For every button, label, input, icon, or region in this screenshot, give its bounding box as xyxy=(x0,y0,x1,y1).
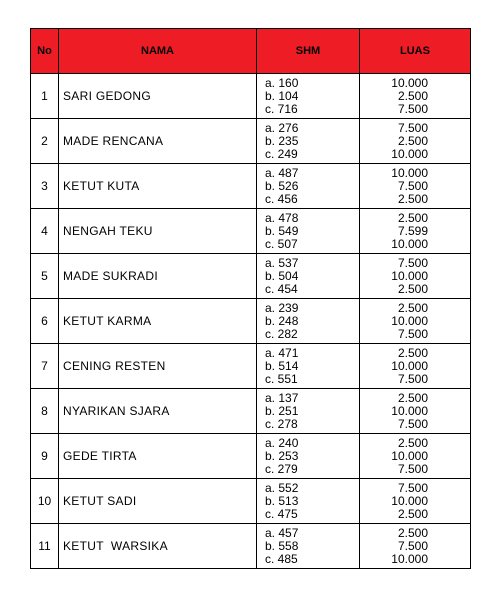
luas-value: 2.500 xyxy=(397,133,428,148)
luas-cell xyxy=(360,74,471,119)
luas-value: 7.500 xyxy=(397,416,428,431)
shm-number: a. 471 xyxy=(265,345,299,360)
luas-cell xyxy=(360,164,471,209)
row-number: 5 xyxy=(31,254,59,299)
shm-number: c. 249 xyxy=(265,146,298,161)
shm-number: a. 240 xyxy=(265,435,299,450)
luas-value: 7.500 xyxy=(397,371,428,386)
shm-number: c. 279 xyxy=(265,461,298,476)
luas-cell xyxy=(360,119,471,164)
shm-number: b. 251 xyxy=(265,403,299,418)
shm-number: b. 504 xyxy=(265,268,299,283)
owner-name: KETUT KUTA xyxy=(59,164,257,209)
table-body xyxy=(31,74,471,569)
shm-number: b. 235 xyxy=(265,133,299,148)
table-row xyxy=(31,479,471,524)
luas-value: 7.599 xyxy=(397,223,428,238)
luas-value: 2.500 xyxy=(397,88,428,103)
owner-name: NENGAH TEKU xyxy=(59,209,257,254)
shm-number: c. 475 xyxy=(265,506,298,521)
shm-number: a. 478 xyxy=(265,210,299,225)
shm-number: c. 278 xyxy=(265,416,298,431)
luas-value: 10.000 xyxy=(391,146,428,161)
table-row xyxy=(31,74,471,119)
table-row xyxy=(31,344,471,389)
owner-name: NYARIKAN SJARA xyxy=(59,389,257,434)
shm-number: b. 253 xyxy=(265,448,299,463)
shm-number: a. 487 xyxy=(265,165,299,180)
table-row xyxy=(31,434,471,479)
luas-value: 7.500 xyxy=(397,101,428,116)
row-number: 9 xyxy=(31,434,59,479)
table-row xyxy=(31,209,471,254)
luas-value: 7.500 xyxy=(397,120,428,135)
shm-number: a. 137 xyxy=(265,390,299,405)
owner-name: KETUT SADI xyxy=(59,479,257,524)
shm-number: a. 457 xyxy=(265,525,299,540)
luas-cell xyxy=(360,524,471,569)
shm-number: b. 558 xyxy=(265,538,299,553)
shm-cell xyxy=(257,344,360,389)
luas-value: 7.500 xyxy=(397,255,428,270)
shm-number: a. 239 xyxy=(265,300,299,315)
row-number: 3 xyxy=(31,164,59,209)
owner-name: MADE SUKRADI xyxy=(59,254,257,299)
luas-cell xyxy=(360,479,471,524)
luas-cell xyxy=(360,434,471,479)
shm-number: b. 104 xyxy=(265,88,299,103)
shm-number: b. 549 xyxy=(265,223,299,238)
header-shm: SHM xyxy=(257,29,360,74)
shm-number: c. 282 xyxy=(265,326,298,341)
luas-value: 10.000 xyxy=(391,448,428,463)
table-row xyxy=(31,119,471,164)
luas-value: 10.000 xyxy=(391,268,428,283)
table-row xyxy=(31,164,471,209)
shm-number: c. 454 xyxy=(265,281,298,296)
luas-value: 2.500 xyxy=(397,210,428,225)
luas-value: 7.500 xyxy=(397,178,428,193)
row-number: 11 xyxy=(31,524,59,569)
luas-value: 2.500 xyxy=(397,390,428,405)
owner-name: KETUT WARSIKA xyxy=(59,524,257,569)
row-number: 6 xyxy=(31,299,59,344)
luas-value: 10.000 xyxy=(391,75,428,90)
table-row xyxy=(31,254,471,299)
shm-cell xyxy=(257,254,360,299)
row-number: 10 xyxy=(31,479,59,524)
luas-value: 10.000 xyxy=(391,236,428,251)
table-row xyxy=(31,389,471,434)
header-nama: NAMA xyxy=(59,29,257,74)
table-header-row xyxy=(31,29,471,74)
luas-value: 10.000 xyxy=(391,165,428,180)
luas-value: 10.000 xyxy=(391,358,428,373)
luas-cell xyxy=(360,254,471,299)
shm-number: a. 537 xyxy=(265,255,299,270)
row-number: 7 xyxy=(31,344,59,389)
shm-cell xyxy=(257,74,360,119)
shm-number: b. 513 xyxy=(265,493,299,508)
luas-value: 2.500 xyxy=(397,506,428,521)
luas-value: 7.500 xyxy=(397,461,428,476)
header-luas: LUAS xyxy=(360,29,471,74)
luas-value: 10.000 xyxy=(391,551,428,566)
luas-value: 10.000 xyxy=(391,493,428,508)
luas-value: 7.500 xyxy=(397,480,428,495)
owner-name: CENING RESTEN xyxy=(59,344,257,389)
luas-cell xyxy=(360,209,471,254)
luas-value: 7.500 xyxy=(397,326,428,341)
shm-cell xyxy=(257,209,360,254)
shm-cell xyxy=(257,479,360,524)
luas-value: 2.500 xyxy=(397,345,428,360)
row-number: 4 xyxy=(31,209,59,254)
shm-number: a. 160 xyxy=(265,75,299,90)
luas-value: 10.000 xyxy=(391,313,428,328)
luas-value: 2.500 xyxy=(397,191,428,206)
shm-number: c. 716 xyxy=(265,101,298,116)
owner-name: KETUT KARMA xyxy=(59,299,257,344)
shm-number: c. 507 xyxy=(265,236,298,251)
luas-value: 10.000 xyxy=(391,403,428,418)
luas-cell xyxy=(360,344,471,389)
shm-cell xyxy=(257,389,360,434)
owner-name: SARI GEDONG xyxy=(59,74,257,119)
shm-cell xyxy=(257,299,360,344)
row-number: 2 xyxy=(31,119,59,164)
luas-value: 7.500 xyxy=(397,538,428,553)
land-ownership-table xyxy=(30,28,471,569)
header-no: No xyxy=(31,29,59,74)
table-row xyxy=(31,299,471,344)
shm-number: b. 514 xyxy=(265,358,299,373)
table-row xyxy=(31,524,471,569)
luas-value: 2.500 xyxy=(397,435,428,450)
shm-cell xyxy=(257,434,360,479)
luas-cell xyxy=(360,389,471,434)
shm-cell xyxy=(257,164,360,209)
shm-number: c. 456 xyxy=(265,191,298,206)
luas-value: 2.500 xyxy=(397,281,428,296)
shm-number: c. 551 xyxy=(265,371,298,386)
luas-value: 2.500 xyxy=(397,300,428,315)
owner-name: GEDE TIRTA xyxy=(59,434,257,479)
row-number: 1 xyxy=(31,74,59,119)
luas-value: 2.500 xyxy=(397,525,428,540)
owner-name: MADE RENCANA xyxy=(59,119,257,164)
row-number: 8 xyxy=(31,389,59,434)
shm-number: a. 276 xyxy=(265,120,299,135)
shm-cell xyxy=(257,119,360,164)
shm-number: a. 552 xyxy=(265,480,299,495)
land-ownership-table-container xyxy=(30,28,470,569)
shm-cell xyxy=(257,524,360,569)
shm-number: b. 248 xyxy=(265,313,299,328)
shm-number: b. 526 xyxy=(265,178,299,193)
shm-number: c. 485 xyxy=(265,551,298,566)
luas-cell xyxy=(360,299,471,344)
